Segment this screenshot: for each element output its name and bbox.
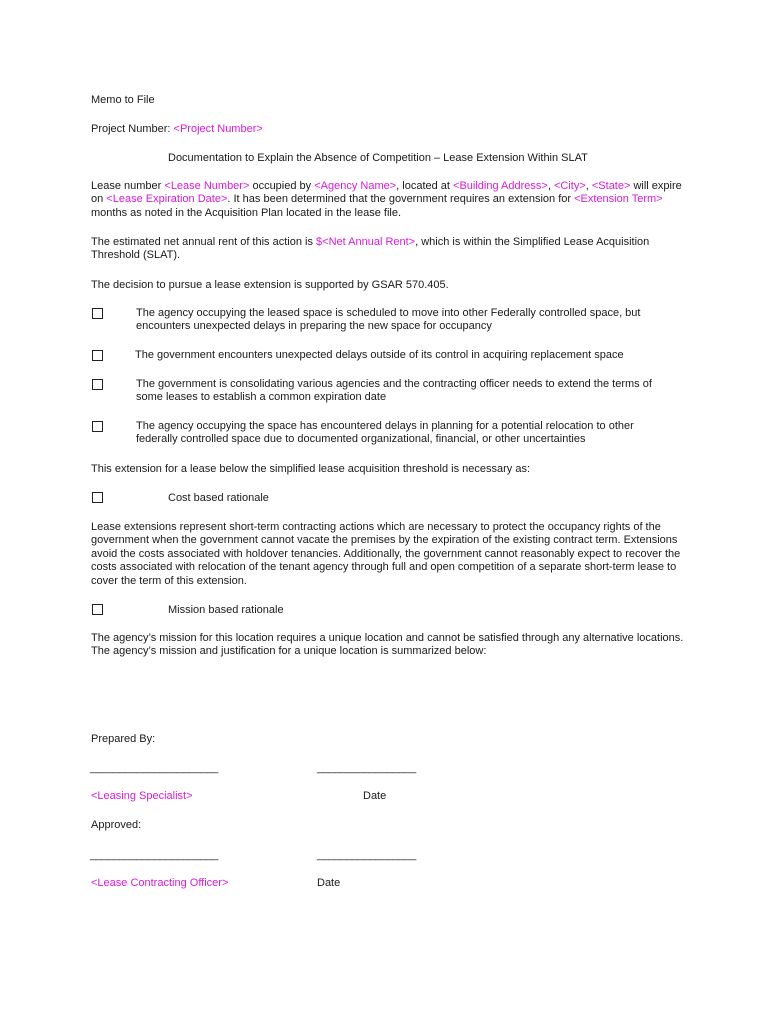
text-run: months as noted in the Acquisition Plan located in the lease file. [91, 206, 402, 219]
city-placeholder: <City> [553, 180, 586, 192]
agency-name-placeholder: <Agency Name> [314, 180, 397, 192]
lease-paragraph [91, 180, 687, 220]
approver-signature-line: ______________________ [90, 849, 218, 861]
building-address-placeholder: <Building Address> [453, 180, 548, 192]
mission-rationale-label: Mission based rationale [168, 604, 284, 616]
cost-rationale-paragraph: Lease extensions represent short-term contracting actions which are necessary to protect the occupancy rights of the government when the government cannot vacate the premises by the expiration of the existing contract term. Extensions avoid the costs associated with holdover tenancies. Additionally, the government cannot reasonably expect to recover the costs associated with relocation of the tenant agency through full and open competition of a separate short-term lease to cover the term of this extension. [91, 521, 681, 587]
text-run: The estimated net annual rent of this action is [91, 236, 317, 248]
reason-text-2: The government encounters unexpected delays outside of its control in acquiring replacement space [135, 349, 624, 361]
text-run: . It has been determined that the government requires an extension for [227, 193, 575, 206]
reason-checkbox-2[interactable] [92, 350, 103, 361]
expiration-date-placeholder: <Lease Expiration Date> [106, 193, 228, 206]
approver-date-label: Date [317, 877, 341, 889]
mission-rationale-paragraph: The agency’s mission for this location requires a unique location and cannot be satisfied through any alternative locations. The agency’s mission and justification for a unique location is summarized below: [91, 632, 684, 658]
gsar-paragraph: The decision to pursue a lease extension is supported by GSAR 570.405. [91, 279, 449, 291]
reason-text-4: The agency occupying the space has encountered delays in planning for a potential relocation to other federally controlled space due to documented organizational, financial, or other uncertainties [136, 420, 634, 446]
text-run: , located at [396, 180, 454, 192]
rent-paragraph [91, 236, 687, 263]
leasing-specialist-placeholder: <Leasing Specialist> [91, 790, 193, 802]
memo-title: Memo to File [91, 94, 155, 106]
cost-rationale-checkbox[interactable] [92, 492, 103, 503]
project-number-placeholder: <Project Number> [173, 123, 263, 135]
text-run: , which is within the Simplified Lease Acquisition Threshold (SLAT). [91, 236, 650, 262]
preparer-date-line: _________________ [317, 762, 416, 774]
text-run: , [547, 180, 554, 192]
contracting-officer-placeholder: <Lease Contracting Officer> [91, 877, 229, 889]
prepared-by-label: Prepared By: [91, 733, 156, 745]
approver-date-line: _________________ [317, 849, 416, 861]
reason-text-3: The government is consolidating various agencies and the contracting officer needs to extend the terms of some leases to establish a common expiration date [136, 378, 652, 404]
text-run: occupied by [249, 180, 315, 192]
approved-label: Approved: [91, 819, 142, 831]
reason-checkbox-4[interactable] [92, 421, 103, 432]
extension-term-placeholder: <Extension Term> [574, 193, 663, 206]
state-placeholder: <State> [591, 180, 631, 192]
text-run: Lease number [91, 180, 165, 192]
threshold-paragraph: This extension for a lease below the simplified lease acquisition threshold is necessary as: [91, 463, 531, 475]
lease-number-placeholder: <Lease Number> [164, 180, 250, 192]
memo-heading: Documentation to Explain the Absence of Competition – Lease Extension Within SLAT [168, 152, 588, 164]
reason-text-1: The agency occupying the leased space is scheduled to move into other Federally controlled space, but encounters unexpected delays in preparing the new space for occupancy [136, 307, 641, 333]
preparer-signature-line: ______________________ [90, 762, 218, 774]
text-run: will expire on [91, 180, 682, 206]
mission-rationale-checkbox[interactable] [92, 604, 103, 615]
project-number-line [91, 123, 263, 136]
preparer-date-label: Date [363, 790, 387, 802]
cost-rationale-label: Cost based rationale [168, 492, 269, 504]
net-annual-rent-placeholder: $<Net Annual Rent> [316, 236, 416, 248]
project-number-label: Project Number: [91, 123, 174, 135]
text-run: , [585, 180, 592, 192]
reason-checkbox-1[interactable] [92, 308, 103, 319]
reason-checkbox-3[interactable] [92, 379, 103, 390]
